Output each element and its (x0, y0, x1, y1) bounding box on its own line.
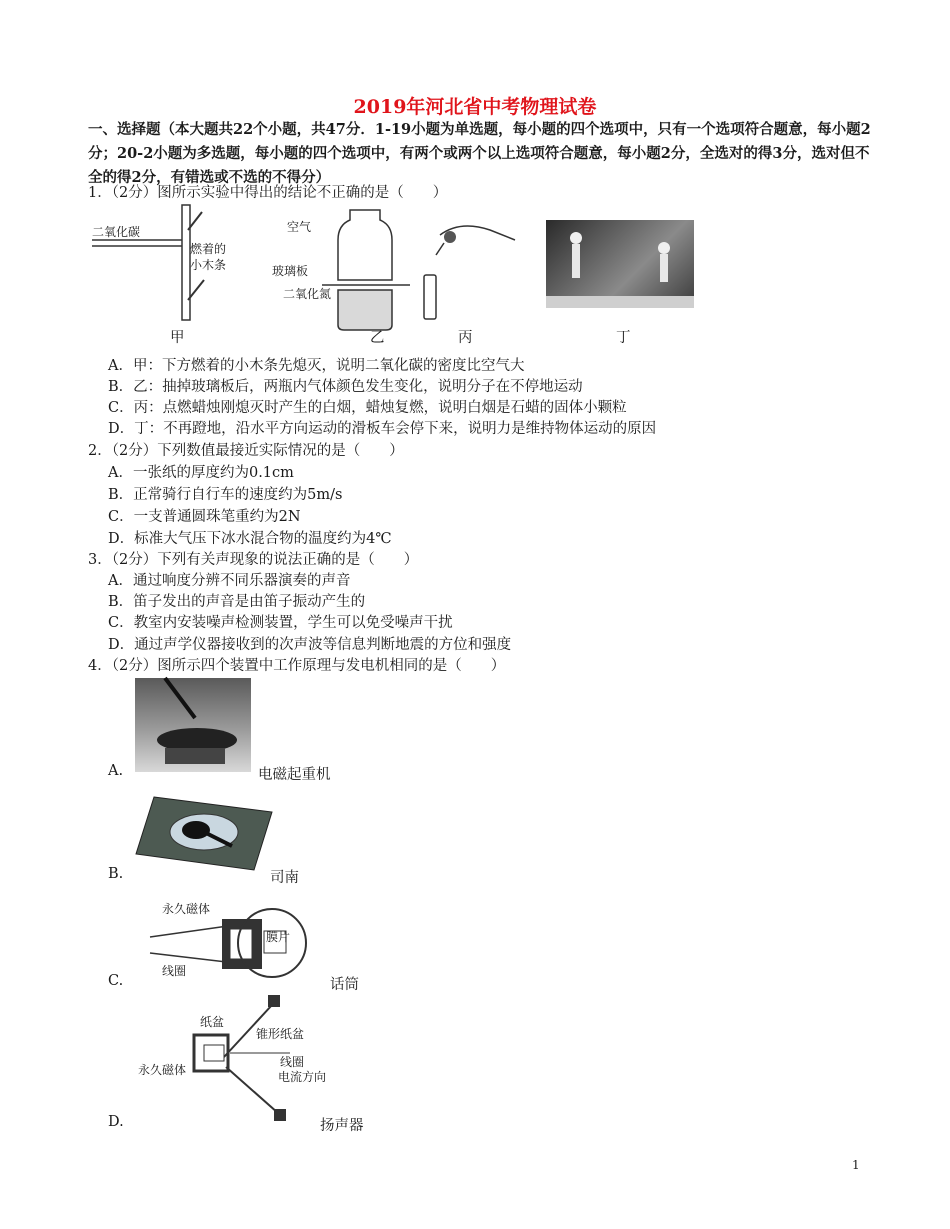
speaker-coil-label: 线圈 (280, 1055, 305, 1069)
sinan-compass (134, 792, 274, 872)
speaker-frame-label: 纸盆 (200, 1015, 225, 1029)
burning-label: 燃着的 (190, 242, 227, 256)
page-title: 2019年河北省中考物理试卷 (353, 96, 597, 118)
q1-option-d: D．丁：不再蹬地，沿水平方向运动的滑板车会停下来，说明力是维持物体运动的原因 (108, 421, 657, 437)
q4-option-b-letter: B. (108, 866, 124, 882)
speaker-magnet-label: 永久磁体 (138, 1063, 187, 1077)
skateboard-photo (546, 220, 694, 308)
speaker-cone-label: 锥形纸盆 (256, 1027, 305, 1041)
mic-diaphragm-label: 膜片 (266, 930, 291, 944)
crane-photo (135, 678, 251, 772)
q2-option-c: C．一支普通圆珠笔重约为2N (108, 509, 301, 525)
q4-option-a-label: 电磁起重机 (258, 767, 331, 783)
section-heading: 一、选择题（本大题共22个小题，共47分．1-19小题为单选题，每小题的四个选项中，只有一个选项符合题意，每小题2分；20-2小题为多选题，每小题的四个选项中，有两个或两个以上选项符合题意，每小题2分，全选对的得3分，选对但不全的得2分，有错选或不选的不得分） (88, 121, 871, 186)
two-bottles-diagram (320, 205, 430, 335)
mic-coil-label: 线圈 (162, 964, 187, 978)
glass-label: 玻璃板 (272, 264, 309, 278)
fig-label-yi: 乙 (370, 330, 385, 346)
q1-option-b: B．乙：抽掉玻璃板后，两瓶内气体颜色发生变化，说明分子在不停地运动 (108, 379, 583, 395)
fig-label-bing: 丙 (458, 330, 473, 346)
fig-label-jia: 甲 (170, 330, 185, 346)
q1-option-a: A．甲：下方燃着的小木条先熄灭，说明二氧化碳的密度比空气大 (108, 358, 525, 374)
q3-stem: 3．（2分）下列有关声现象的说法正确的是（ ） (88, 552, 419, 568)
q3-option-d: D．通过声学仪器接收到的次声波等信息判断地震的方位和强度 (108, 637, 512, 653)
q1-option-c: C．丙：点燃蜡烛刚熄灭时产生的白烟，蜡烛复燃，说明白烟是石蜡的固体小颗粒 (108, 400, 627, 416)
q3-option-b: B．笛子发出的声音是由笛子振动产生的 (108, 594, 366, 610)
electromagnet-crane-shape (135, 678, 251, 772)
q2-stem: 2．（2分）下列数值最接近实际情况的是（ ） (88, 443, 404, 459)
q4-option-d-label: 扬声器 (320, 1118, 364, 1134)
q2-option-b: B．正常骑行自行车的速度约为5m/s (108, 487, 343, 503)
q4-option-c-letter: C. (108, 973, 124, 989)
page-number: 1 (852, 1158, 860, 1172)
q3-option-c: C．教室内安装噪声检测装置，学生可以免受噪声干扰 (108, 615, 453, 631)
candle-diagram (420, 215, 520, 325)
mic-magnet-label: 永久磁体 (162, 902, 211, 916)
no2-label: 二氧化氮 (283, 287, 332, 301)
skater-figures (546, 220, 694, 308)
q2-option-d: D．标准大气压下冰水混合物的温度约为4℃ (108, 531, 392, 547)
fig-label-ding: 丁 (616, 330, 631, 346)
q1-stem: 1．（2分）图所示实验中得出的结论不正确的是（ ） (88, 185, 448, 201)
air-label: 空气 (287, 220, 312, 234)
q4-stem: 4．（2分）图所示四个装置中工作原理与发电机相同的是（ ） (88, 658, 506, 674)
q4-option-d-letter: D. (108, 1114, 124, 1130)
q4-option-b-label: 司南 (270, 870, 299, 886)
q4-option-c-label: 话筒 (330, 977, 359, 993)
stick-label: 小木条 (190, 258, 227, 272)
q2-option-a: A．一张纸的厚度约为0.1cm (108, 465, 294, 481)
q3-option-a: A．通过响度分辨不同乐器演奏的声音 (108, 573, 351, 589)
speaker-current-label: 电流方向 (278, 1070, 327, 1084)
q4-option-a-letter: A. (108, 763, 124, 779)
co2-label: 二氧化碳 (92, 225, 141, 239)
